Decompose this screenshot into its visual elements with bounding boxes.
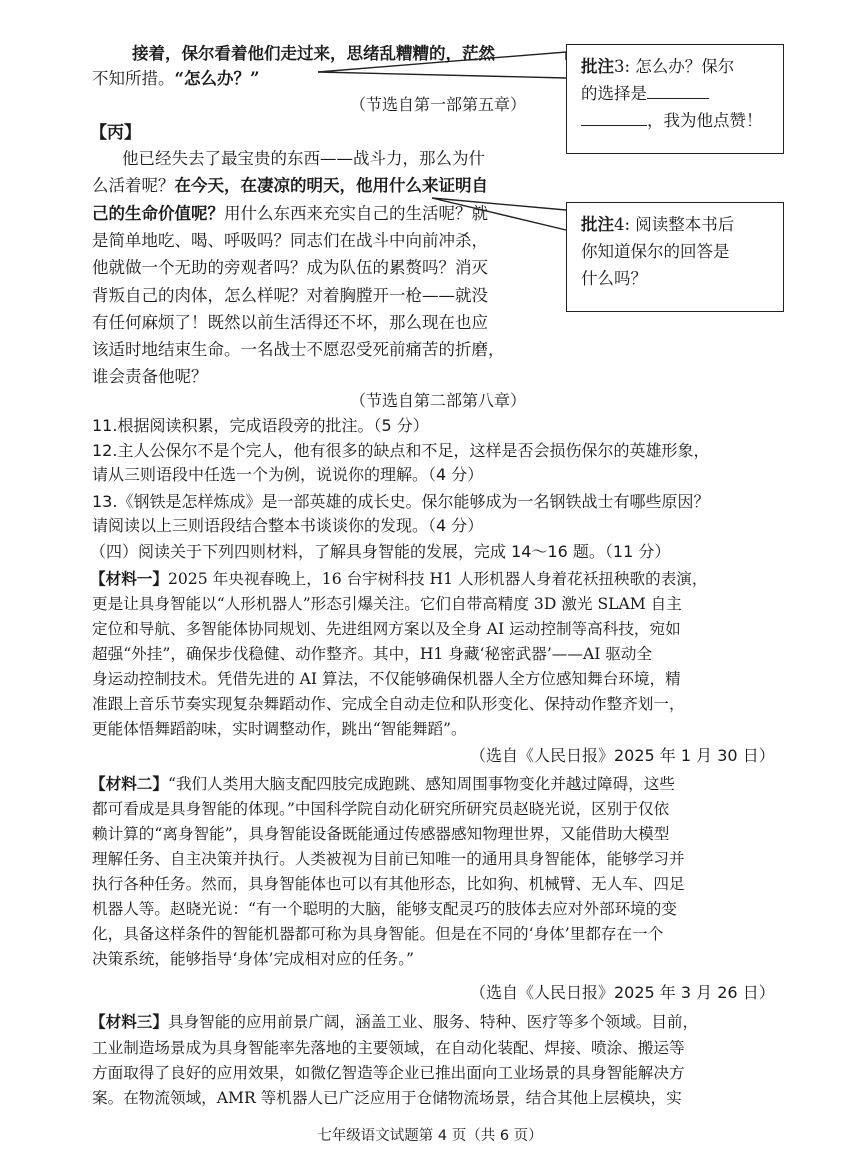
question-13-line1: 13.《钢铁是怎样炼成》是一部英雄的成长史。保尔能够成为一名钢铁战士有哪些原因？ bbox=[92, 492, 710, 511]
annotation-4-line3: 什么吗？ bbox=[581, 269, 647, 288]
bing-line-2b: 在今天，在凄凉的明天，他用什么来证明自 bbox=[174, 176, 488, 195]
material-3-line-3: 方面取得了良好的应用效果，如微亿智造等企业已推出面向工业场景的具身智能解决方 bbox=[92, 1064, 685, 1082]
material-1-line-4: 超强“外挂”，确保步伐稳健、动作整齐。其中，H1 身藏‘秘密武器’——AI 驱动全 bbox=[92, 645, 653, 663]
material-2-line-3: 赖计算的“离身智能”，具身智能设备既能通过传感器感知物理世界，又能借助大模型 bbox=[92, 825, 670, 843]
question-12-line2: 请从三则语段中任选一个为例，说说你的理解。（4 分） bbox=[92, 465, 484, 484]
material-1-line-7: 更能体悟舞蹈韵味，实时调整动作，跳出“智能舞蹈”。 bbox=[92, 720, 467, 738]
material-3-line-4: 案。在物流领域，AMR 等机器人已广泛应用于仓储物流场景，结合其他上层模块，实 bbox=[92, 1089, 682, 1107]
annotation-4-line1: 4: 阅读整本书后 bbox=[614, 215, 735, 234]
bing-line-3a: 己的生命价值呢？ bbox=[92, 204, 224, 223]
question-12-line1: 12.主人公保尔不是个完人，他有很多的缺点和不足，这样是否会损伤保尔的英雄形象， bbox=[92, 441, 710, 460]
source-part2-ch8: （节选自第二部第八章） bbox=[350, 391, 527, 410]
annotation-4-line2: 你知道保尔的回答是 bbox=[581, 242, 730, 261]
bing-line-5: 他就做一个无助的旁观者吗？成为队伍的累赘吗？消灭 bbox=[92, 258, 488, 277]
bing-line-2a: 么活着呢？ bbox=[92, 176, 175, 195]
material-2-line-7: 化，具备这样条件的智能机器都可称为具身智能。但是在不同的‘身体’里都存在一个 bbox=[92, 925, 664, 943]
material-2-line-1 bbox=[90, 772, 675, 796]
bing-line-3b: 用什么东西来充实自己的生活呢？就 bbox=[224, 204, 488, 223]
annotation-3-line3: ，我为他点赞！ bbox=[647, 111, 763, 130]
question-11: 11.根据阅读积累，完成语段旁的批注。（5 分） bbox=[92, 416, 429, 435]
bing-line-9: 谁会责备他呢？ bbox=[92, 367, 208, 386]
material-1-line-6: 准跟上音乐节奏实现复杂舞蹈动作、完成全自动走位和队形变化、保持动作整齐划一， bbox=[92, 695, 685, 713]
material-2-text-1: “我们人类用大脑支配四肢完成跑跳、感知周围事物变化并越过障碍，这些 bbox=[167, 775, 675, 793]
annotation-box-4 bbox=[566, 202, 784, 312]
material-1-line-3: 定位和导航、多智能体协同规划、先进组网方案以及全身 AI 运动控制等高科技，宛如 bbox=[92, 620, 681, 638]
answer-blank-3a[interactable] bbox=[647, 80, 709, 99]
material-1-line-5: 身运动控制技术。凭借先进的 AI 算法，不仅能够确保机器人全方位感知舞台环境，精 bbox=[92, 670, 681, 688]
material-1-heading: 【材料一】 bbox=[90, 569, 168, 588]
section-bing-heading: 【丙】 bbox=[90, 123, 141, 143]
material-3-line-2: 工业制造场景成为具身智能率先落地的主要领域，在自动化装配、焊接、喷涂、搬运等 bbox=[92, 1039, 685, 1057]
annotation-box-3 bbox=[566, 44, 784, 154]
material-2-source: （选自《人民日报》2025 年 3 月 26 日） bbox=[470, 983, 775, 1002]
material-3-line-1 bbox=[90, 1010, 698, 1034]
annotation-3-line2: 的选择是 bbox=[581, 84, 647, 103]
annotation-3-label: 批注 bbox=[581, 57, 614, 76]
material-2-line-4: 理解任务、自主决策并执行。人类被视为目前已知唯一的通用具身智能体，能够学习并 bbox=[92, 850, 685, 868]
material-1-line-2: 更是让具身智能以“人形机器人”形态引爆关注。它们自带高精度 3D 激光 SLAM 自主 bbox=[92, 595, 682, 613]
question-13-line2: 请阅读以上三则语段结合整本书谈谈你的发现。（4 分） bbox=[92, 516, 484, 535]
page-footer: 七年级语文试题第 4 页（共 6 页） bbox=[317, 1128, 543, 1144]
material-3-text-1: 具身智能的应用前景广阔，涵盖工业、服务、特种、医疗等多个领域。目前， bbox=[167, 1013, 699, 1031]
material-2-line-5: 执行各种任务。然而，具身智能体也可以有其他形态，比如狗、机械臂、无人车、四足 bbox=[92, 875, 685, 893]
top-quote: “怎么办？” bbox=[174, 69, 260, 88]
bing-line-2 bbox=[92, 175, 488, 197]
annotation-4-label: 批注 bbox=[581, 215, 614, 234]
section-4-heading: （四）阅读关于下列四则材料，了解具身智能的发展，完成 14～16 题。（11 分） bbox=[90, 542, 671, 561]
annotation-3-line1: 3: 怎么办？保尔 bbox=[614, 57, 735, 76]
answer-blank-3b[interactable] bbox=[581, 107, 647, 126]
bing-line-6: 背叛自己的肉体，怎么样呢？对着胸膛开一枪——就没 bbox=[92, 286, 488, 305]
bing-line-4: 是简单地吃、喝、呼吸吗？同志们在战斗中向前冲杀， bbox=[92, 231, 488, 250]
bing-line-3 bbox=[92, 203, 488, 225]
top-line-1: 接着，保尔看着他们走过来，思绪乱糟糟的，茫然 bbox=[132, 44, 495, 63]
material-1-text-1: 2025 年央视春晚上，16 台宇树科技 H1 人形机器人身着花袄扭秧歌的表演， bbox=[167, 570, 708, 588]
top-line-2a: 不知所措。 bbox=[92, 69, 175, 88]
material-3-heading: 【材料三】 bbox=[90, 1012, 168, 1031]
source-part1-ch5: （节选自第一部第五章） bbox=[350, 95, 527, 114]
material-2-heading: 【材料二】 bbox=[90, 774, 168, 793]
bing-line-1: 他已经失去了最宝贵的东西——战斗力，那么为什 bbox=[122, 149, 485, 168]
material-2-line-2: 都可看成是具身智能的体现。”中国科学院自动化研究所研究员赵晓光说，区别于仅依 bbox=[92, 800, 670, 818]
material-1-line-1 bbox=[90, 567, 707, 591]
material-2-line-8: 决策系统，能够指导‘身体’完成相对应的任务。” bbox=[92, 950, 414, 968]
material-1-source: （选自《人民日报》2025 年 1 月 30 日） bbox=[470, 746, 775, 765]
top-line-2 bbox=[92, 68, 259, 90]
bing-line-8: 该适时地结束生命。一名战士不愿忍受死前痛苦的折磨， bbox=[92, 340, 505, 359]
material-2-line-6: 机器人等。赵晓光说：“有一个聪明的大脑，能够支配灵巧的肢体去应对外部环境的变 bbox=[92, 900, 677, 918]
bing-line-7: 有任何麻烦了！既然以前生活得还不坏，那么现在也应 bbox=[92, 313, 488, 332]
